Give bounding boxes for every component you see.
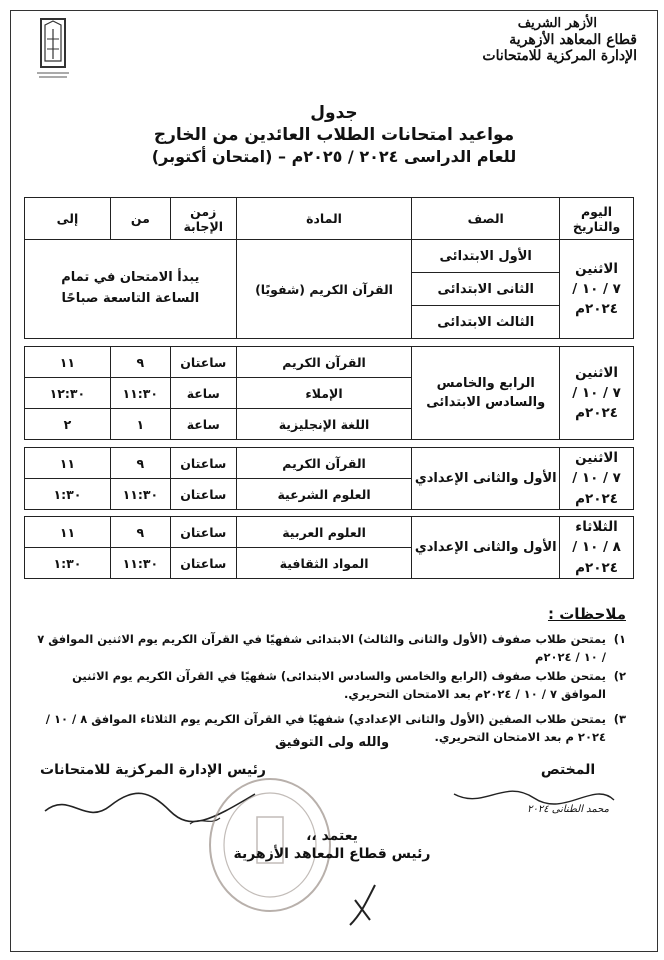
schedule-block-3 — [24, 447, 634, 510]
col-subject: المادة — [236, 198, 412, 240]
table-row-subject: القرآن الكريم — [236, 448, 412, 479]
block1-day: الاثنين — [575, 260, 618, 277]
table-row-duration: ساعتان — [170, 517, 236, 548]
block2-date: ٧ / ١٠ / ٢٠٢٤م — [572, 384, 621, 422]
schedule-block-1 — [24, 239, 634, 339]
approval-signature-scribble-icon — [335, 880, 385, 930]
table-row-duration: ساعة — [170, 409, 236, 440]
col-from: من — [110, 198, 170, 240]
block1-grade-3: الثالث الابتدائى — [412, 306, 560, 339]
schedule-block-4 — [24, 516, 634, 579]
table-row-from: ١ — [110, 409, 170, 440]
block3-date: ٧ / ١٠ / ٢٠٢٤م — [572, 470, 621, 507]
table-row-to: ١١ — [25, 517, 111, 548]
block1-grade-1: الأول الابتدائى — [412, 240, 560, 273]
specialist-signature-scribble-icon — [444, 780, 624, 820]
col-to: إلى — [25, 198, 111, 240]
title-year: للعام الدراسى ٢٠٢٤ / ٢٠٢٥م – (امتحان أكتوبر) — [151, 147, 517, 166]
azhar-logo-icon — [29, 15, 77, 85]
table-header — [24, 197, 634, 240]
note-item: ١) يمتحن طلاب صفوف (الأول والثانى والثالث) الابتدائى شفهيًا في القرآن الكريم يوم الاثنين الموافق ٧ / ١٠ / ٢٠٢٤م — [37, 632, 626, 665]
block3-day: الاثنين — [575, 450, 618, 467]
table-row-to: ١٢:٣٠ — [25, 378, 111, 409]
table-row-to: ١١ — [25, 448, 111, 479]
specialist-signature: محمد الطنانى ٢٠٢٤ — [527, 804, 609, 815]
table-row-subject: العلوم الشرعية — [236, 479, 412, 510]
notes-title: ملاحظات : — [547, 605, 626, 623]
approval-title: رئيس قطاع المعاهد الأزهرية — [233, 846, 431, 862]
title-subtitle: مواعيد امتحانات الطلاب العائدين من الخارج — [153, 125, 515, 145]
block3-grade: الأول والثانى الإعدادي — [412, 448, 560, 510]
block4-grade: الأول والثانى الإعدادي — [412, 517, 560, 579]
specialist-title: المختص — [540, 762, 596, 778]
table-row-subject: القرآن الكريم — [236, 347, 412, 378]
table-row-duration: ساعتان — [170, 347, 236, 378]
table-row-to: ١:٣٠ — [25, 548, 111, 579]
table-row-from: ١١:٣٠ — [110, 548, 170, 579]
table-row-to: ١١ — [25, 347, 111, 378]
block3-date-cell — [560, 448, 634, 510]
block1-subject: القرآن الكريم (شفويًا) — [236, 240, 412, 339]
col-date: اليوم والتاريخ — [560, 198, 634, 240]
table-row-from: ٩ — [110, 517, 170, 548]
titles-block — [11, 103, 657, 166]
table-row-subject: الإملاء — [236, 378, 412, 409]
notes-section — [34, 602, 626, 746]
table-row-duration: ساعتان — [170, 479, 236, 510]
block4-day: الثلاثاء — [575, 519, 618, 536]
header-line1: الأزهر الشريف — [517, 16, 597, 31]
table-row-to: ٢ — [25, 409, 111, 440]
exams-head-title: رئيس الإدارة المركزية للامتحانات — [40, 762, 266, 778]
closing-text: والله ولى التوفيق — [274, 735, 390, 750]
table-row-subject: العلوم العربية — [236, 517, 412, 548]
header-block — [482, 17, 637, 64]
block1-start-note: يبدأ الامتحان في تمام الساعة التاسعة صباحًا — [25, 240, 237, 339]
table-row-from: ٩ — [110, 347, 170, 378]
block4-date-cell — [560, 517, 634, 579]
approval-label: يعتمد ،، — [306, 828, 358, 844]
table-row-duration: ساعة — [170, 378, 236, 409]
table-row-from: ١١:٣٠ — [110, 479, 170, 510]
note-item: ٣) يمتحن طلاب الصفين (الأول والثانى الإعدادي) شفهيًا في القرآن الكريم يوم الثلاثاء الموافق ٨ / ١٠ / ٢٠٢٤ م بعد الامتحان التحريري. — [45, 711, 626, 744]
table-row-duration: ساعتان — [170, 448, 236, 479]
block1-grade-2: الثانى الابتدائى — [412, 273, 560, 306]
block1-date-cell — [560, 240, 634, 339]
block2-date-cell — [560, 347, 634, 440]
note-item: ٢) يمتحن طلاب صفوف (الرابع والخامس والسادس الابتدائى) شفهيًا في القرآن الكريم يوم الاثنين الموافق ٧ / ١٠ / ٢٠٢٤م بعد الامتحان التحريري. — [72, 668, 626, 702]
table-row-duration: ساعتان — [170, 548, 236, 579]
table-row-from: ١١:٣٠ — [110, 378, 170, 409]
col-grade: الصف — [412, 198, 560, 240]
block4-date: ٨ / ١٠ / ٢٠٢٤م — [572, 539, 621, 576]
header-line2: قطاع المعاهد الأزهرية — [509, 31, 637, 48]
schedule-block-2 — [24, 346, 634, 440]
col-duration: زمن الإجابة — [170, 198, 236, 240]
block1-date: ٧ / ١٠ / ٢٠٢٤م — [572, 280, 621, 318]
table-row-to: ١:٣٠ — [25, 479, 111, 510]
table-row-from: ٩ — [110, 448, 170, 479]
header-line3: الإدارة المركزية للامتحانات — [482, 48, 637, 65]
block2-grade: الرابع والخامس والسادس الابتدائى — [412, 347, 560, 440]
table-row-subject: المواد الثقافية — [236, 548, 412, 579]
approval-block — [0, 828, 664, 862]
table-row-subject: اللغة الإنجليزية — [236, 409, 412, 440]
block2-day: الاثنين — [575, 364, 619, 381]
title-main: جدول — [310, 103, 358, 123]
